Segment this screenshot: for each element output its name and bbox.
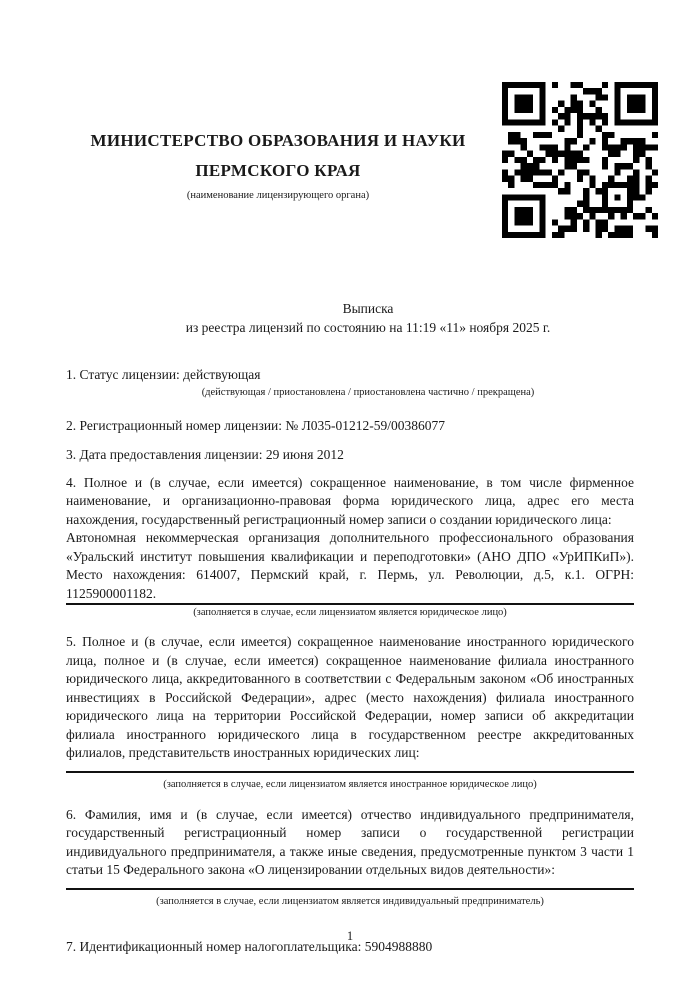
document-header: [66, 0, 658, 238]
title-line2: из реестра лицензий по состоянию на 11:19 «11» ноября 2025 г.: [185, 319, 551, 335]
ministry-caption: (наименование лицензирующего органа): [186, 190, 370, 201]
foreign-entity-fill-line: [66, 771, 634, 773]
item-registration-number: [66, 417, 634, 436]
qr-code-icon: [502, 82, 658, 238]
title-line1: Выписка: [342, 301, 394, 316]
foreign-entity-caption: (заполняется в случае, если лицензиатом является иностранное юридическое лицо): [163, 778, 537, 790]
individual-entrepreneur-blank: [66, 880, 634, 888]
legal-entity-caption: (заполняется в случае, если лицензиатом является юридическое лицо): [193, 607, 507, 618]
ministry-name-line1: МИНИСТЕРСТВО ОБРАЗОВАНИЯ И НАУКИ: [90, 131, 466, 150]
document-title: [66, 300, 634, 337]
foreign-entity-blank: [66, 763, 634, 771]
individual-entrepreneur-fill-line: [66, 888, 634, 890]
licensing-authority-block: [66, 76, 490, 203]
legal-entity-question: 4. Полное и (в случае, если имеется) сокращенное наименование, в том числе фирменное наименование, и организационно-правовая форма юридического лица, адрес его места нахождения, государственный регистрационный номер записи о создании юридического лица:: [66, 474, 634, 527]
license-status-text: 1. Статус лицензии: действующая: [66, 367, 261, 382]
ministry-name-line2: ПЕРМСКОГО КРАЯ: [195, 161, 361, 180]
item-legal-entity: [66, 474, 634, 621]
individual-entrepreneur-caption: (заполняется в случае, если лицензиатом является индивидуальный предприниматель): [156, 895, 544, 907]
individual-entrepreneur-question: 6. Фамилия, имя и (в случае, если имеется) отчество индивидуального предпринимателя, государственный регистрационный номер записи о государственной регистрации индивидуального предпринимателя, а также иные сведения, предусмотренные пунктом 3 части 1 статьи 15 Федерального закона «О лицензировании отдельных видов деятельности»:: [66, 806, 634, 877]
legal-entity-answer: Автономная некоммерческая организация дополнительного профессионального образования «Уральский институт повышения квалификации и переподготовки» (АНО ДПО «УрИПКиП»). Место нахождения: 614007, Пермский край, г. Пермь, ул. Революции, д.5, к.1. ОГРН: 1125900001182.: [66, 530, 634, 601]
item-individual-entrepreneur: [66, 806, 634, 909]
foreign-entity-question: 5. Полное и (в случае, если имеется) сокращенное наименование иностранного юридического лица, полное и (в случае, если имеется) сокращенное наименование филиала иностранного юридического лица, аккредитованного в соответствии с Федеральным законом «Об иностранных инвестициях в Российской Федерации», адрес (место нахождения) филиала иностранного юридического лица на территории Российской Федерации, номер записи об аккредитации филиала иностранного юридического лица в государственном реестре аккредитованных филиалов, представительств иностранных юридических лиц:: [66, 634, 634, 760]
license-status-options-caption: (действующая / приостановлена / приостановлена частично / прекращена): [201, 386, 535, 398]
page-number: 1: [346, 928, 354, 943]
item-license-status: [66, 366, 634, 400]
taxpayer-number-text: 7. Идентификационный номер налогоплательщика: 5904988880: [66, 938, 433, 954]
license-date-text: 3. Дата предоставления лицензии: 29 июня 2012: [66, 447, 344, 462]
item-foreign-entity: [66, 633, 634, 792]
registration-number-text: 2. Регистрационный номер лицензии: № Л035-01212-59/00386077: [66, 417, 446, 433]
item-license-date: [66, 446, 634, 465]
